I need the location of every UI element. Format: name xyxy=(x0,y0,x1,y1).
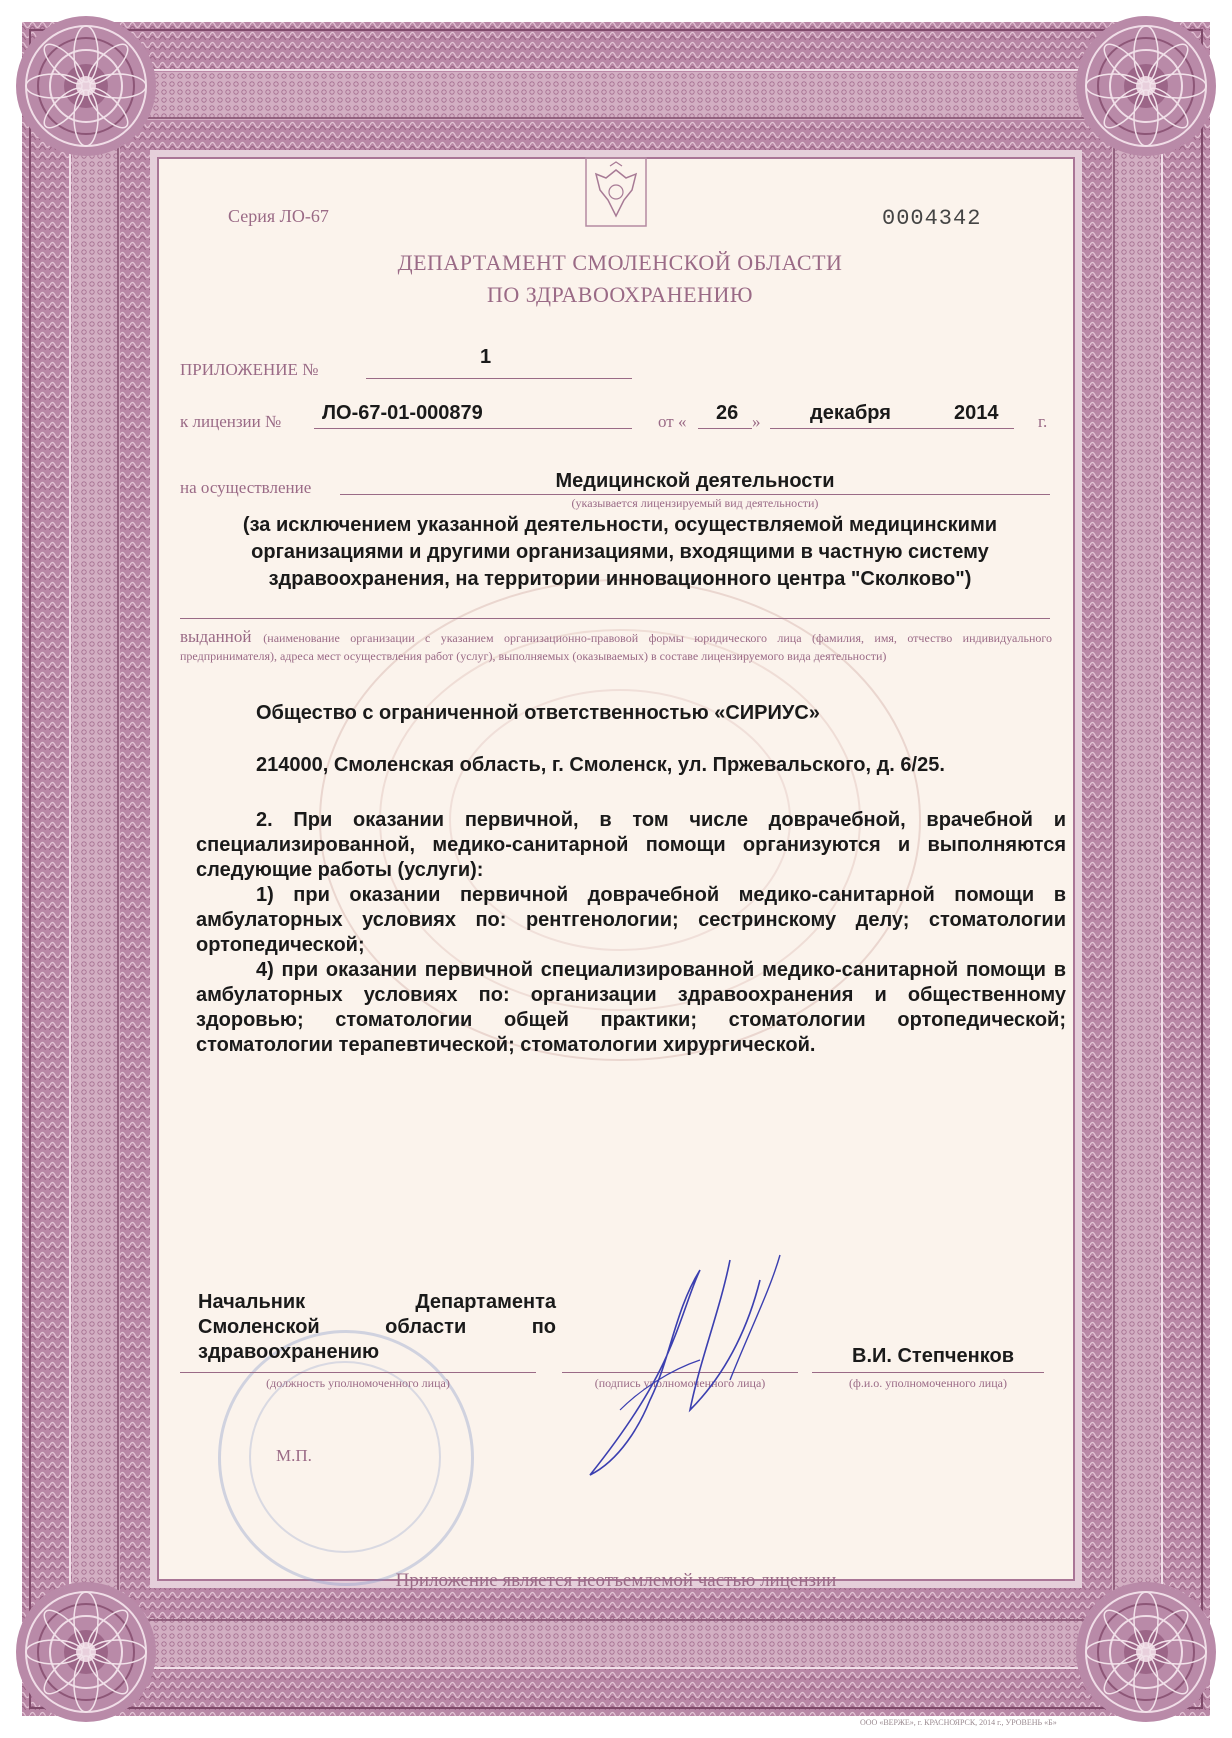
license-month: декабря xyxy=(810,402,891,424)
issued-label: выданной xyxy=(180,627,252,646)
organization-name: Общество с ограниченной ответственностью «СИРИУС» xyxy=(256,702,820,724)
name-hint: (ф.и.о. уполномоченного лица) xyxy=(849,1376,1007,1390)
signature-hint: (подпись уполномоченного лица) xyxy=(594,1376,766,1390)
date-from-label: от « xyxy=(658,412,687,431)
license-underline xyxy=(314,428,632,429)
form-number: 0004342 xyxy=(882,206,982,231)
appendix-underline xyxy=(366,378,632,379)
license-day: 26 xyxy=(716,402,739,424)
day-underline xyxy=(698,428,752,429)
series-label: Серия ЛО-67 xyxy=(228,206,329,226)
signatory-name: В.И. Степченков xyxy=(852,1345,1015,1367)
position-hint: (должность уполномоченного лица) xyxy=(266,1376,450,1390)
department-title-line2: ПО ЗДРАВООХРАНЕНИЮ xyxy=(487,282,753,307)
footer-note: Приложение является неотъемлемой частью лицензии xyxy=(395,1570,837,1591)
issued-hint: (наименование организации с указанием организационно-правовой формы юридического лица (фамилия, имя, отчество индивидуального предпринимателя), адреса мест осуществления работ (услуг), выполняемых (оказываемых) в составе лицензируемого вида деятельности) xyxy=(180,631,1052,663)
works-paragraph-1: 1) при оказании первичной доврачебной медико-санитарной помощи в амбулаторных условиях по: рентгенологии; сестринскому делу; стоматологии ортопедической; xyxy=(196,884,1066,956)
handwritten-signature xyxy=(580,1250,800,1480)
activity-exclusion: (за исключением указанной деятельности, осуществляемой медицинскими организациями и другими организациями, входящими в частную систему здравоохранения, на территории инновационного центра "Сколково") xyxy=(242,514,998,590)
day-close-quote: » xyxy=(752,412,761,431)
license-label: к лицензии № xyxy=(180,412,282,431)
coat-of-arms-icon xyxy=(584,156,648,228)
appendix-number: 1 xyxy=(480,346,492,368)
printer-imprint: ООО «ВЕРЖЕ», г. КРАСНОЯРСК, 2014 г., УРОВЕНЬ «Б» xyxy=(860,1718,1057,1727)
signatory-position: Начальник Департамента Смоленской области по здравоохранению xyxy=(198,1291,556,1363)
month-year-underline xyxy=(770,428,1014,429)
official-seal-stamp xyxy=(218,1330,474,1586)
department-title-line1: ДЕПАРТАМЕНТ СМОЛЕНСКОЙ ОБЛАСТИ xyxy=(397,250,843,275)
exclusion-underline xyxy=(180,618,1050,619)
organization-address: 214000, Смоленская область, г. Смоленск, ул. Пржевальского, д. 6/25. xyxy=(256,754,945,776)
position-underline xyxy=(180,1372,536,1373)
activity-label: на осуществление xyxy=(180,478,312,497)
activity-underline xyxy=(340,494,1050,495)
license-year: 2014 xyxy=(954,402,999,424)
activity-value: Медицинской деятельности xyxy=(555,470,835,492)
works-list xyxy=(196,808,1066,1058)
works-paragraph-intro: 2. При оказании первичной, в том числе доврачебной, врачебной и специализированной, медико-санитарной помощи организуются и выполняются следующие работы (услуги): xyxy=(196,809,1066,881)
seal-label: М.П. xyxy=(276,1446,312,1465)
year-suffix: г. xyxy=(1038,412,1048,431)
license-number: ЛО-67-01-000879 xyxy=(322,402,483,424)
works-paragraph-4: 4) при оказании первичной специализированной медико-санитарной помощи в амбулаторных условиях по: организации здравоохранения и общественному здоровью; стоматологии общей практики; стоматологии ортопедической; стоматологии терапевтической; стоматологии хирургической. xyxy=(196,959,1066,1056)
name-underline xyxy=(812,1372,1044,1373)
appendix-label: ПРИЛОЖЕНИЕ № xyxy=(180,360,319,379)
activity-hint: (указывается лицензируемый вид деятельности) xyxy=(571,496,819,510)
issued-block xyxy=(180,628,1052,665)
